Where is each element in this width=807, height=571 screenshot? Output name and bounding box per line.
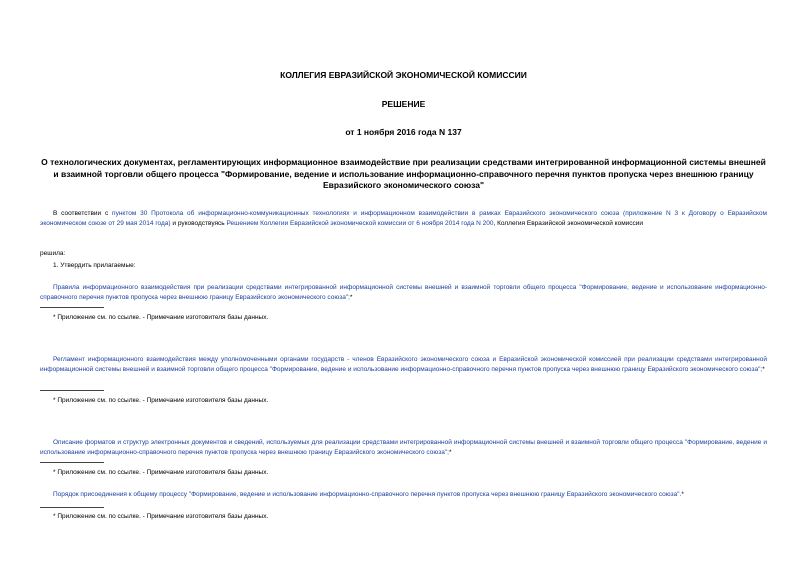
footnote-text: * Приложение см. по ссылке. - Примечание изготовителя базы данных. bbox=[53, 469, 269, 476]
preamble-text-3: , Коллегия Евразийской экономической комиссии bbox=[493, 220, 644, 227]
document-date-number: от 1 ноября 2016 года N 137 bbox=[345, 127, 462, 137]
footnote-mark: * bbox=[762, 366, 765, 373]
preamble-text-2: и руководствуясь bbox=[170, 220, 227, 227]
footnote-text: * Приложение см. по ссылке. - Примечание изготовителя базы данных. bbox=[53, 513, 269, 520]
rules-link[interactable]: Правила информационного взаимодействия при реализации средствами интегрированной информационной системы внешней и взаимной торговли общего процесса "Формирование, ведение и использование информационно-справочного перечня пунктов пропуска через внешнюю границу Евразийского экономического союза"; bbox=[40, 284, 767, 301]
footnote-mark: * bbox=[349, 294, 353, 301]
document-item-formats bbox=[40, 438, 767, 458]
footnote-divider bbox=[40, 390, 104, 391]
protocol-link[interactable]: пунктом 30 Протокола об информационно-коммуникационных технологиях и информационном взаимодействии в рамках Евразийского экономического союза (приложение N 3 к Договору о Евразийском экономическом союзе от 29 мая 2014 года) bbox=[40, 210, 768, 227]
item-1-heading: 1. Утвердить прилагаемые: bbox=[53, 262, 136, 269]
document-item-rules bbox=[40, 283, 767, 303]
regulation-link[interactable]: Регламент информационного взаимодействия между уполномоченными органами государств - членов Евразийского экономического союза и Евразийской экономической комиссией при реализации средствами интегрированной информационной системы внешней и взаимной торговли общего процесса "Формирование, ведение и использование информационно-справочного перечня пунктов пропуска через внешнюю границу Евразийского экономического союза"; bbox=[40, 356, 767, 373]
footnote-mark: * bbox=[681, 491, 684, 498]
document-item-regulation bbox=[40, 355, 767, 375]
footnote-text: * Приложение см. по ссылке. - Примечание изготовителя базы данных. bbox=[53, 397, 269, 404]
document-subject: О технологических документах, регламентирующих информационное взаимодействие при реализации средствами интегрированной информационной системы внешней и взаимной торговли общего процесса "Формирование, ведение и использование информационно-справочного перечня пунктов пропуска через внешнюю границу Евразийского экономического союза" bbox=[41, 157, 766, 190]
document-item-procedure bbox=[40, 490, 767, 500]
footnote-divider bbox=[40, 462, 104, 463]
decision-200-link[interactable]: Решением Коллегии Евразийской экономической комиссии от 6 ноября 2014 года N 200 bbox=[226, 220, 494, 227]
issuing-authority: КОЛЛЕГИЯ ЕВРАЗИЙСКОЙ ЭКОНОМИЧЕСКОЙ КОМИССИИ bbox=[280, 70, 527, 80]
footnote-divider bbox=[40, 507, 104, 508]
footnote-divider bbox=[40, 307, 104, 308]
decided-label: решила: bbox=[40, 250, 66, 257]
preamble-paragraph bbox=[40, 209, 767, 229]
footnote-text: * Приложение см. по ссылке. - Примечание изготовителя базы данных. bbox=[53, 314, 269, 321]
formats-link[interactable]: Описание форматов и структур электронных документов и сведений, используемых для реализации средствами интегрированной информационной системы внешней и взаимной торговли общего процесса "Формирование, ведение и использование информационно-справочного перечня пунктов пропуска через внешнюю границу Евразийского экономического союза"; bbox=[40, 439, 767, 456]
procedure-link[interactable]: Порядок присоединения к общему процессу "Формирование, ведение и использование информационно-справочного перечня пунктов пропуска через внешнюю границу Евразийского экономического союза". bbox=[53, 491, 682, 498]
footnote-mark: * bbox=[448, 449, 452, 456]
document-type: РЕШЕНИЕ bbox=[381, 99, 426, 109]
preamble-text-1: В соответствии с bbox=[53, 210, 113, 217]
